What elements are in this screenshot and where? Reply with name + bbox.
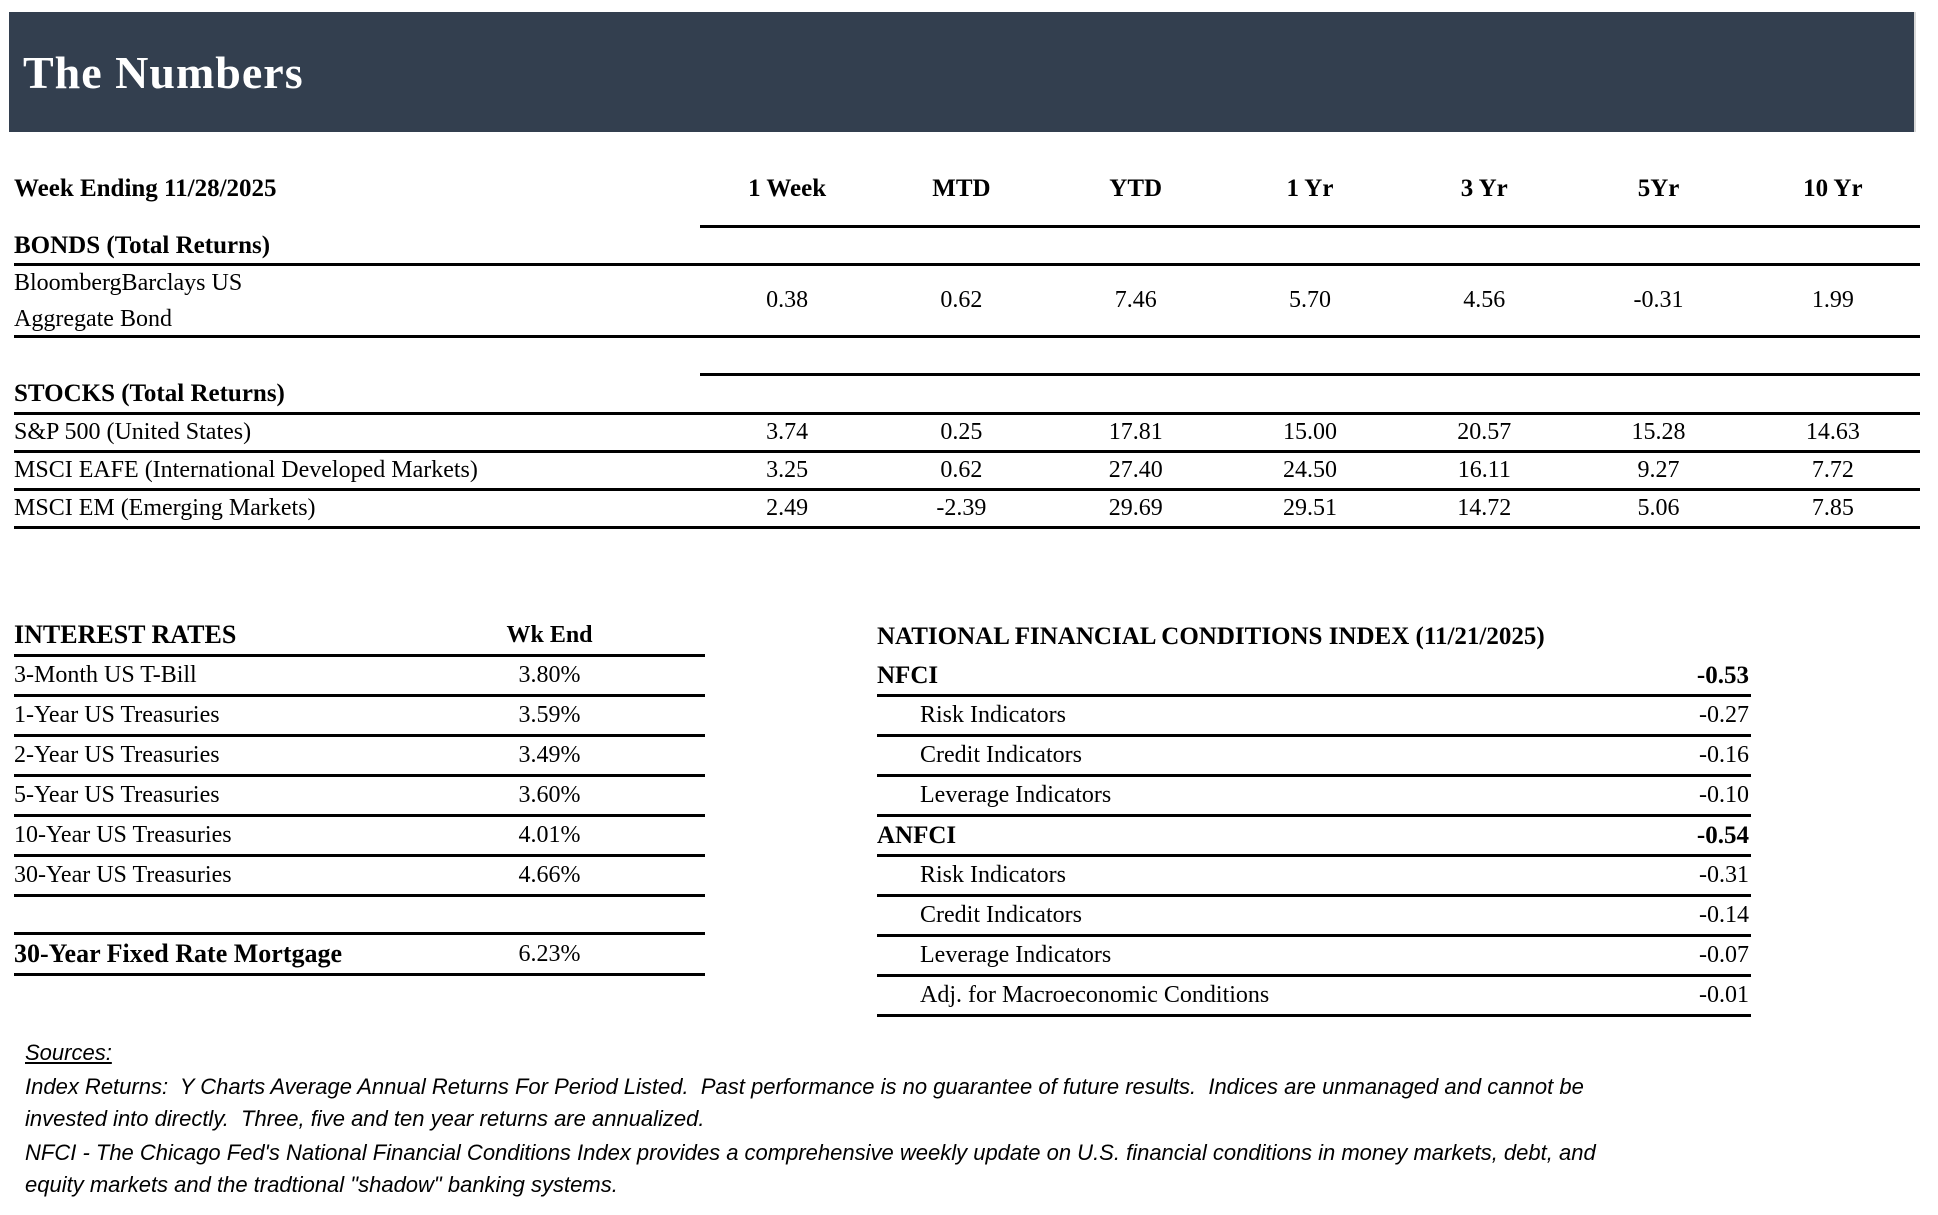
nfci-label: Risk Indicators xyxy=(920,702,1066,728)
stock-value: 15.00 xyxy=(1282,419,1337,445)
column-header-10yr: 10 Yr xyxy=(1803,175,1863,202)
nfci-value: -0.14 xyxy=(1699,902,1749,928)
bond-value-3yr: 4.56 xyxy=(1463,287,1506,313)
stock-value: 7.72 xyxy=(1811,457,1854,483)
bonds-section-row xyxy=(14,228,1920,266)
table-row-msci-eafe xyxy=(14,453,1920,491)
bond-value-1yr: 5.70 xyxy=(1288,287,1331,313)
bond-value-10yr: 1.99 xyxy=(1811,287,1854,313)
bond-row-label xyxy=(14,266,700,335)
nfci-title: NATIONAL FINANCIAL CONDITIONS INDEX (11/21/2025) xyxy=(877,622,1545,650)
rate-label: 10-Year US Treasuries xyxy=(14,822,232,848)
mortgage-value: 6.23% xyxy=(518,940,581,967)
table-row-30yr-treasury xyxy=(14,857,705,897)
table-row-anfci-leverage xyxy=(877,937,1751,977)
returns-spacer-row xyxy=(14,338,1920,376)
nfci-table xyxy=(877,616,1751,1017)
rate-value: 3.80% xyxy=(518,662,581,688)
source-line: equity markets and the tradtional "shadow" banking systems. xyxy=(25,1172,618,1197)
column-header-ytd: YTD xyxy=(1109,175,1163,202)
mortgage-label: 30-Year Fixed Rate Mortgage xyxy=(14,939,343,968)
table-row-msci-em xyxy=(14,491,1920,529)
table-row-5yr-treasury xyxy=(14,777,705,817)
stock-value: 27.40 xyxy=(1108,457,1163,483)
nfci-label: ANFCI xyxy=(877,821,957,849)
table-row-1yr-treasury xyxy=(14,697,705,737)
stock-value: 2.49 xyxy=(766,495,809,521)
table-row-10yr-treasury xyxy=(14,817,705,857)
stock-value: 17.81 xyxy=(1108,419,1163,445)
column-header-1yr: 1 Yr xyxy=(1286,175,1334,202)
rate-label: 30-Year US Treasuries xyxy=(14,862,232,888)
column-header-1week: 1 Week xyxy=(748,175,827,202)
stocks-section-row xyxy=(14,376,1920,415)
nfci-label: NFCI xyxy=(877,661,939,689)
stocks-section-label: STOCKS (Total Returns) xyxy=(14,380,285,407)
stock-value: 15.28 xyxy=(1631,419,1686,445)
stock-value: 3.74 xyxy=(766,419,809,445)
rates-spacer xyxy=(14,897,705,932)
rate-value: 3.60% xyxy=(518,782,581,808)
interest-rates-title: INTEREST RATES xyxy=(14,620,237,649)
stock-value: 14.72 xyxy=(1457,495,1512,521)
nfci-value: -0.01 xyxy=(1699,982,1749,1008)
source-line: invested into directly. Three, five and ten year returns are annualized. xyxy=(25,1106,705,1131)
table-row-2yr-treasury xyxy=(14,737,705,777)
nfci-label: Risk Indicators xyxy=(920,862,1066,888)
bond-label-line2: Aggregate Bond xyxy=(14,305,172,332)
nfci-value: -0.10 xyxy=(1699,782,1749,808)
table-row-anfci-risk xyxy=(877,857,1751,897)
table-row-nfci-risk xyxy=(877,697,1751,737)
table-row-nfci-leverage xyxy=(877,777,1751,817)
nfci-label: Credit Indicators xyxy=(920,902,1082,928)
nfci-label: Leverage Indicators xyxy=(920,942,1112,968)
rate-value: 3.49% xyxy=(518,742,581,768)
source-line: NFCI - The Chicago Fed's National Financial Conditions Index provides a comprehensive weekly update on U.S. financial conditions in money markets, debt, and xyxy=(25,1140,1596,1165)
title-bar xyxy=(9,12,1916,132)
wk-end-column-header: Wk End xyxy=(506,621,593,648)
nfci-value: -0.16 xyxy=(1699,742,1749,768)
bond-label-line1: BloombergBarclays US xyxy=(14,269,243,296)
bond-value-5yr: -0.31 xyxy=(1633,287,1684,313)
rate-label: 1-Year US Treasuries xyxy=(14,702,220,728)
rate-label: 5-Year US Treasuries xyxy=(14,782,220,808)
rate-value: 4.66% xyxy=(518,862,581,888)
nfci-value: -0.27 xyxy=(1699,702,1749,728)
stock-value: 3.25 xyxy=(766,457,809,483)
stock-value: 5.06 xyxy=(1637,495,1680,521)
nfci-label: Adj. for Macroeconomic Conditions xyxy=(920,982,1270,1008)
table-row-anfci-adj xyxy=(877,977,1751,1017)
stock-value: 29.69 xyxy=(1108,495,1163,521)
page-title: The Numbers xyxy=(23,46,304,98)
source-line: Index Returns: Y Charts Average Annual Returns For Period Listed. Past performance is no guarantee of future results. Indices are unmanaged and cannot be xyxy=(25,1074,1584,1099)
nfci-value: -0.53 xyxy=(1696,661,1749,689)
table-row-30yr-mortgage xyxy=(14,932,705,976)
rate-label: 3-Month US T-Bill xyxy=(14,662,197,688)
column-header-mtd: MTD xyxy=(932,175,991,202)
column-header-3yr: 3 Yr xyxy=(1460,175,1508,202)
table-row-3mo-tbill xyxy=(14,657,705,697)
interest-rates-table xyxy=(14,616,705,976)
rate-value: 4.01% xyxy=(518,822,581,848)
table-row-nfci-credit xyxy=(877,737,1751,777)
stock-row-label: MSCI EAFE (International Developed Markets) xyxy=(14,457,478,483)
stock-value: 16.11 xyxy=(1457,457,1511,483)
rate-value: 3.59% xyxy=(518,702,581,728)
column-header-5yr: 5Yr xyxy=(1637,175,1680,202)
stock-value: 7.85 xyxy=(1811,495,1854,521)
stock-value: 20.57 xyxy=(1457,419,1512,445)
interest-rates-header-row xyxy=(14,616,705,657)
table-row-sp500 xyxy=(14,415,1920,453)
week-ending-label: Week Ending 11/28/2025 xyxy=(14,175,277,202)
table-row-anfci-credit xyxy=(877,897,1751,937)
stock-value: 29.51 xyxy=(1282,495,1337,521)
sources-heading: Sources: xyxy=(25,1040,112,1065)
stock-row-label: MSCI EM (Emerging Markets) xyxy=(14,495,316,521)
stock-value: 0.62 xyxy=(940,457,983,483)
stock-value: 14.63 xyxy=(1805,419,1860,445)
bond-value-mtd: 0.62 xyxy=(940,287,983,313)
stock-row-label: S&P 500 (United States) xyxy=(14,419,252,445)
table-row-nfci xyxy=(877,657,1751,697)
nfci-label: Leverage Indicators xyxy=(920,782,1112,808)
bond-value-ytd: 7.46 xyxy=(1114,287,1157,313)
stock-value: 0.25 xyxy=(940,419,983,445)
nfci-label: Credit Indicators xyxy=(920,742,1082,768)
table-row-anfci xyxy=(877,817,1751,857)
nfci-value: -0.54 xyxy=(1696,821,1749,849)
stock-value: 9.27 xyxy=(1637,457,1680,483)
stock-value: 24.50 xyxy=(1282,457,1337,483)
nfci-value: -0.07 xyxy=(1699,942,1749,968)
stock-value: -2.39 xyxy=(936,495,987,521)
nfci-value: -0.31 xyxy=(1699,862,1749,888)
returns-header-row xyxy=(14,150,1920,228)
rate-label: 2-Year US Treasuries xyxy=(14,742,220,768)
bond-value-1week: 0.38 xyxy=(766,287,809,313)
bond-row xyxy=(14,266,1920,338)
bonds-section-label: BONDS (Total Returns) xyxy=(14,231,271,259)
returns-table xyxy=(14,150,1920,529)
